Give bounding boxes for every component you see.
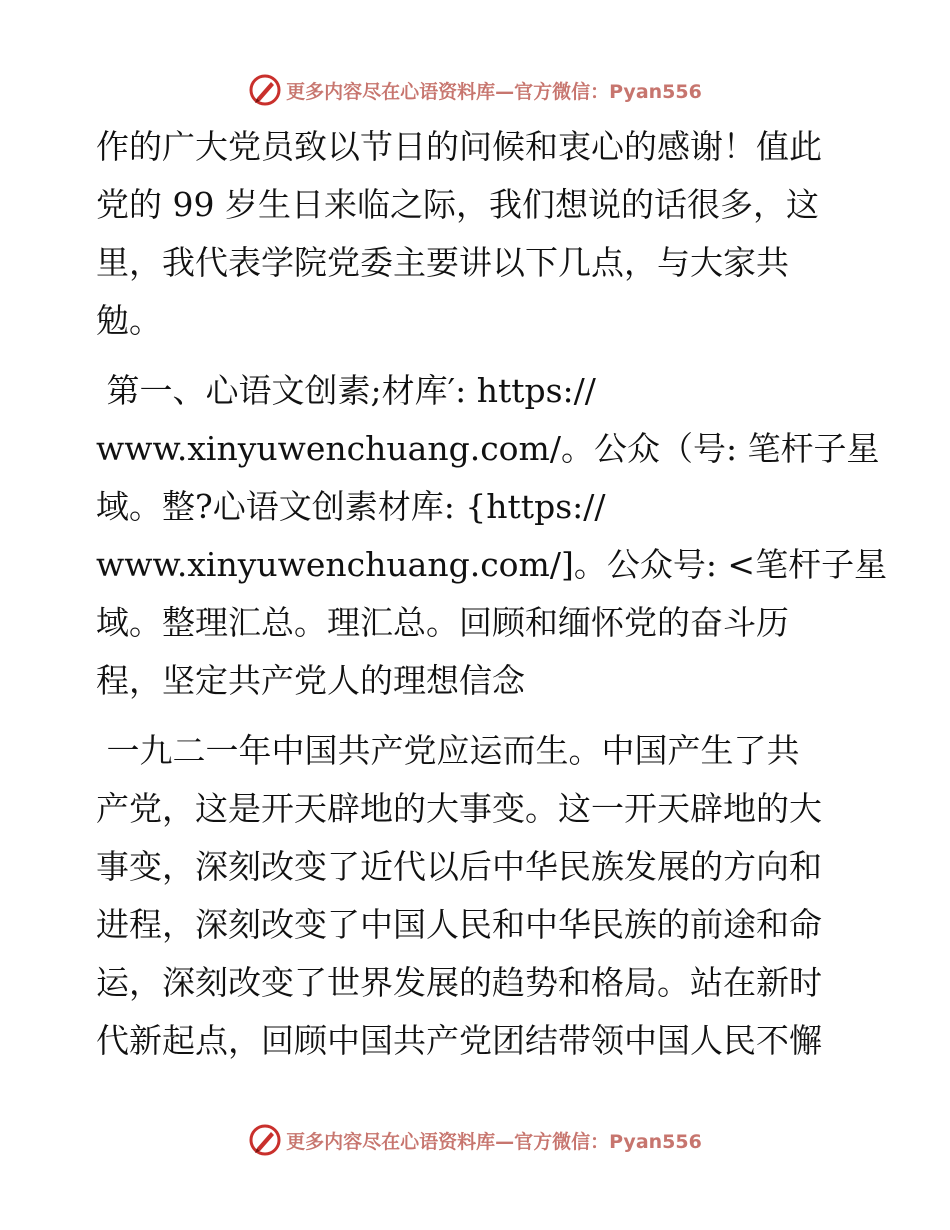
text-line: 进程，深刻改变了中国人民和中华民族的前途和命 xyxy=(96,905,822,944)
text-line: 域。整?心语文创素材库: {https:// xyxy=(96,487,606,526)
paragraph-1 xyxy=(96,118,856,350)
text-line: www.xinyuwenchuang.com/]。公众号: <笔杆子星 xyxy=(96,545,888,584)
text-line: 里，我代表学院党委主要讲以下几点，与大家共 xyxy=(96,243,789,282)
text-line: 产党，这是开天辟地的大事变。这一开天辟地的大 xyxy=(96,789,822,828)
text-line: 域。整理汇总。理汇总。回顾和缅怀党的奋斗历 xyxy=(96,603,789,642)
header-banner-text: 更多内容尽在心语资料库—官方微信：Pyan556 xyxy=(286,80,702,103)
text-line: 事变，深刻改变了近代以后中华民族发展的方向和 xyxy=(96,847,822,886)
footer-banner xyxy=(0,1120,950,1160)
header-banner xyxy=(0,70,950,110)
text-line: 代新起点，回顾中国共产党团结带领中国人民不懈 xyxy=(96,1021,822,1060)
text-line: www.xinyuwenchuang.com/。公众（号: 笔杆子星 xyxy=(96,429,880,468)
paragraph-2 xyxy=(96,362,888,710)
pen-logo-icon xyxy=(248,1123,282,1157)
text-line: 第一、心语文创素;材库′: https:// xyxy=(96,371,596,410)
text-line: 运，深刻改变了世界发展的趋势和格局。站在新时 xyxy=(96,963,822,1002)
text-line: 作的广大党员致以节日的问候和衷心的感谢！值此 xyxy=(96,127,822,166)
pen-logo-icon xyxy=(248,73,282,107)
text-line: 程，坚定共产党人的理想信念 xyxy=(96,661,525,700)
footer-banner-text: 更多内容尽在心语资料库—官方微信：Pyan556 xyxy=(286,1130,702,1153)
text-line: 一九二一年中国共产党应运而生。中国产生了共 xyxy=(96,731,800,770)
paragraph-3 xyxy=(96,722,856,1070)
text-line: 党的 99 岁生日来临之际，我们想说的话很多，这 xyxy=(96,185,819,224)
document-body xyxy=(96,118,888,1070)
text-line: 勉。 xyxy=(96,301,162,340)
